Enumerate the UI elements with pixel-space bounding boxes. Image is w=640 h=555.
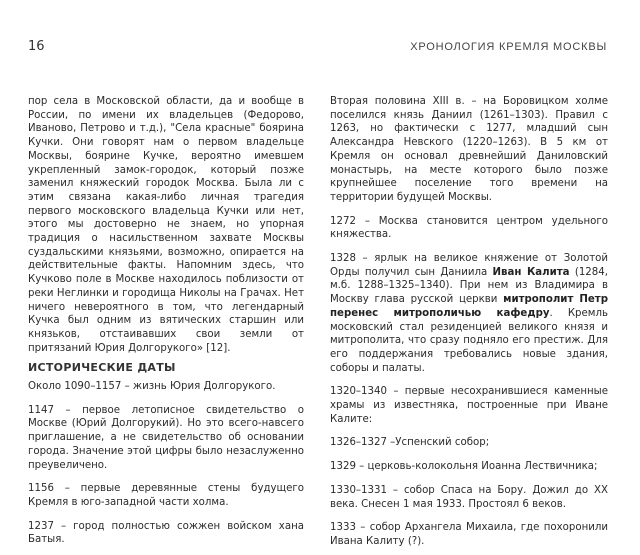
date-entry: 1237 – город полностью сожжен войском хана Батыя. [28,520,304,546]
left-column [28,95,304,553]
date-entry: 1326–1327 –Успенский собор; [330,437,490,449]
date-entry: 1330–1331 – собор Спаса на Бору. Дожил до XX века. Снесен 1 мая 1933. Простоял 6 веков. [330,484,608,510]
page-number: 16 [28,39,45,54]
entry-text: . Кремль московский стал резиденцией великого князя и митрополита, что сразу подняло его престиж. Для его поддержания требовались новые здания, соборы и палаты. [330,307,608,374]
date-entry: 1156 – первые деревянные стены будущего Кремля в юго-западной части холма. [28,483,304,508]
date-entry: 1329 – церковь-колокольня Иоанна Лествичника; [330,461,598,473]
date-entry: Вторая половина XIII в. – на Боровицком холме поселился князь Даниил (1261–1303). Правил с 1263, но фактически с 1277, младший сын Александра Невского (1220–1263). В 5 км от Кремля он основал древнейший Даниловский монастырь, на месте которого было позже крупнейшее поселение того времени на территории будущей Москвы. [330,96,608,203]
right-column [330,95,608,555]
date-entry: 1272 – Москва становится центром удельного княжества. [330,215,608,241]
running-title: ХРОНОЛОГИЯ КРЕМЛЯ МОСКВЫ [410,41,607,53]
intro-paragraph: пор села в Московской области, да и вообще в России, по имени их владельцев (Федорово, Иваново, Петрово и т.д.), "Села красные" боярина Кучки. Они говорят нам о первом владельце Москвы, боярине Кучке, вероятно имевшем укрепленный замок-городок, который позже заменил княжеский городок Москва. Была ли с этим связана какая-либо личная трагедия первого московского владельца Кучки или нет, этого мы достоверно не знаем, но упорная традиция о насильственном захвате Москвы суздальскими князьями, возможно, опирается на действительные факты. Напомним здесь, что Кучково поле в Москве находилось поблизости от реки Неглинки и городища Николы на Грачах. Нет ничего невероятного в том, что легендарный Кучка был одним из вятических старшин или князьков, отстаивавших свои земли от притязаний Юрия Долгорукого» [12]. [28,96,304,354]
ivan-kalita-name: Иван Калита [492,266,570,278]
date-entry: 1320–1340 – первые несохранившиеся каменные храмы из известняка, построенные при Иване Калите: [330,386,608,425]
date-entry: 1147 – первое летописное свидетельство о Москве (Юрий Долгорукий). Но это всего-навсего приглашение, а не свидетельство об основании города. Значение этой цифры было незаслуженно преувеличено. [28,404,304,471]
entry-text: (1284, м.б. 1288–1325–1340). При нем из Владимира в Москву глава русской церкви [330,266,608,306]
section-heading: ИСТОРИЧЕСКИЕ ДАТЫ [28,361,176,375]
metropolitan-highlight: митрополит Петр перенес митрополичью кафедру [330,294,608,319]
entry-text: 1328 – ярлык на великое княжение от Золотой Орды получил сын Даниила [330,253,608,278]
date-entry: 1333 – собор Архангела Михаила, где похоронили Ивана Калиту (?). [330,522,608,547]
date-entry: Около 1090–1157 – жизнь Юрия Долгорукого. [28,381,276,393]
date-entry [330,252,608,375]
